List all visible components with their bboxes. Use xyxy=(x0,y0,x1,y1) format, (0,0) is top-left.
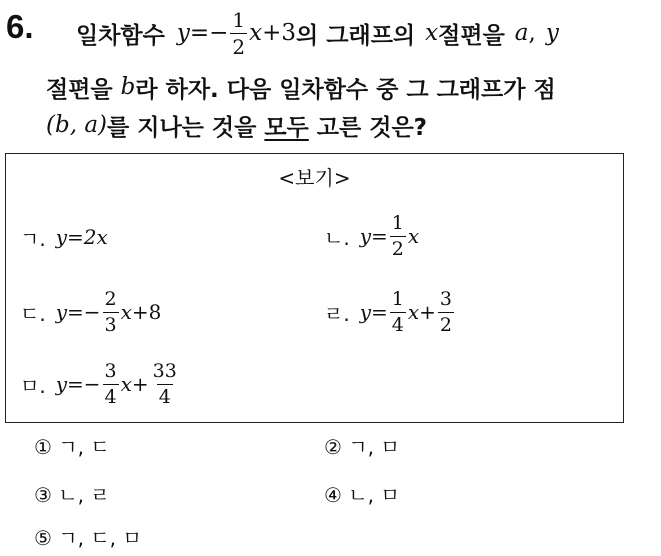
item-marker: ㄹ. xyxy=(324,301,350,326)
bogi-item-rieul xyxy=(324,282,456,342)
comma: , xyxy=(528,20,536,46)
bogi-item-giyeok xyxy=(20,220,108,254)
math-var-b: b xyxy=(120,74,136,100)
math-var-y: y xyxy=(55,225,67,249)
choice-2[interactable]: ② ㄱ, ㅁ xyxy=(324,435,400,459)
item-marker: ㅁ. xyxy=(20,373,46,398)
bogi-title: <보기> xyxy=(278,166,351,190)
question-text: 고른 것은? xyxy=(316,114,428,141)
question-text: 를 지나는 것을 xyxy=(107,114,257,141)
question-text: 일차함수 xyxy=(76,22,165,49)
item-marker: ㄱ. xyxy=(20,226,46,251)
fraction-numerator: 3 xyxy=(104,359,117,382)
math-var-a: a xyxy=(514,20,529,46)
fraction xyxy=(438,287,454,336)
fraction-numerator: 1 xyxy=(232,7,246,32)
question-line-3 xyxy=(46,108,427,142)
math-constant: +8 xyxy=(131,300,162,324)
fraction-numerator: 1 xyxy=(391,211,404,234)
fraction-numerator: 3 xyxy=(439,287,452,310)
math-var-y: y xyxy=(176,20,190,46)
fraction-denominator: 2 xyxy=(439,313,452,336)
question-line-2 xyxy=(46,70,556,104)
math-var-y: y xyxy=(55,300,67,324)
math-var-x: x xyxy=(120,372,132,396)
emphasis-all: 모두 xyxy=(264,114,309,141)
bogi-item-digeut xyxy=(20,282,161,342)
math-plus: + xyxy=(419,300,436,324)
math-equals-minus: =− xyxy=(189,20,229,46)
math-var-x: x xyxy=(407,300,420,324)
question-text: 절편을 xyxy=(438,22,505,49)
math-equals-minus: =− xyxy=(67,300,101,324)
item-marker: ㄴ. xyxy=(324,225,350,250)
fraction xyxy=(151,359,179,408)
fraction xyxy=(103,287,119,336)
math-expression: 2x xyxy=(83,225,108,249)
math-equals: = xyxy=(371,300,388,324)
question-text: 의 그래프의 xyxy=(296,22,416,49)
choice-4[interactable]: ④ ㄴ, ㅁ xyxy=(324,483,400,507)
math-var-x: x xyxy=(120,300,132,324)
question-number: 6. xyxy=(6,8,34,45)
question-text: 절편을 xyxy=(46,76,113,103)
fraction xyxy=(103,359,119,408)
math-point: (b, a) xyxy=(46,112,108,138)
math-var-x: x xyxy=(249,20,263,46)
math-var-x: x xyxy=(425,20,439,46)
math-var-y: y xyxy=(359,300,371,324)
math-var-y: y xyxy=(545,20,559,46)
fraction-numerator: 33 xyxy=(152,359,177,382)
choice-1[interactable]: ① ㄱ, ㄷ xyxy=(34,435,110,459)
fraction-denominator: 4 xyxy=(104,385,117,408)
fraction-denominator: 2 xyxy=(232,34,246,59)
fraction-numerator: 2 xyxy=(104,287,117,310)
fraction xyxy=(390,287,406,336)
bogi-item-nieun xyxy=(324,206,419,266)
math-plus: + xyxy=(131,372,149,396)
fraction-denominator: 4 xyxy=(391,313,404,336)
bogi-item-mieum xyxy=(20,354,181,414)
fraction-denominator: 3 xyxy=(104,313,117,336)
choice-5[interactable]: ⑤ ㄱ, ㄷ, ㅁ xyxy=(34,526,142,550)
bogi-box xyxy=(5,153,624,423)
fraction-denominator: 2 xyxy=(391,237,404,260)
item-marker: ㄷ. xyxy=(20,301,46,326)
math-var-y: y xyxy=(359,224,371,248)
question-line-1 xyxy=(76,8,559,58)
math-equals: = xyxy=(371,224,388,248)
math-constant: +3 xyxy=(262,20,297,46)
fraction-denominator: 4 xyxy=(158,385,171,408)
fraction-one-half xyxy=(230,7,247,59)
math-equals-minus: =− xyxy=(67,372,101,396)
math-var-x: x xyxy=(407,224,420,248)
question-text: 라 하자. 다음 일차함수 중 그 그래프가 점 xyxy=(135,76,556,103)
math-equals: = xyxy=(67,225,84,249)
math-var-y: y xyxy=(55,372,67,396)
fraction xyxy=(390,211,406,260)
choice-3[interactable]: ③ ㄴ, ㄹ xyxy=(34,483,110,507)
fraction-numerator: 1 xyxy=(391,287,404,310)
